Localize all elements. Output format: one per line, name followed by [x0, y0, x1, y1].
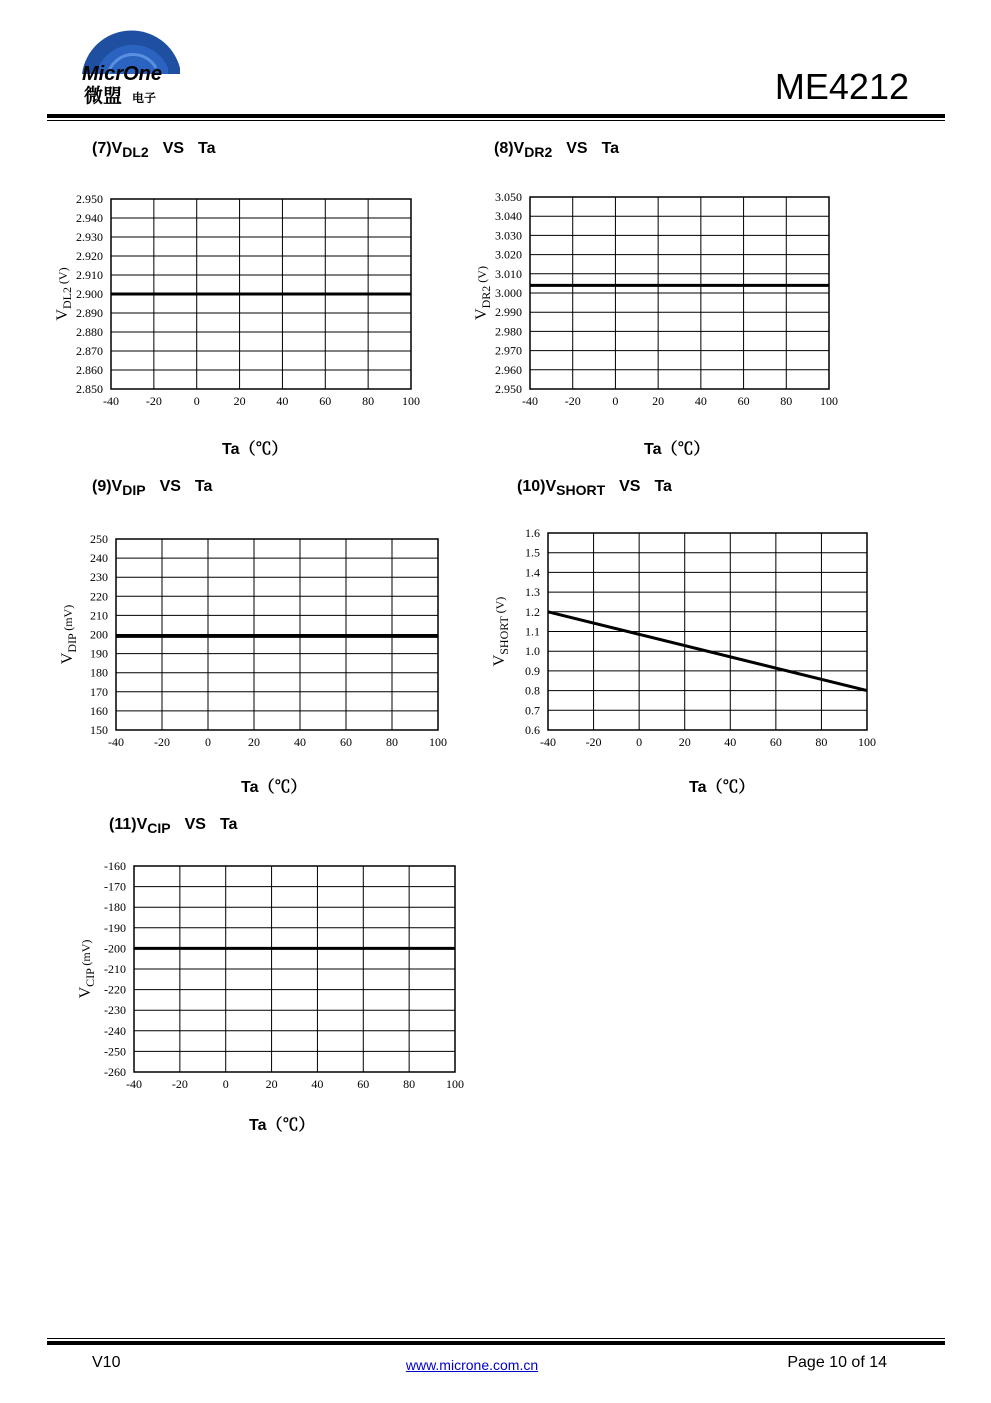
x-tick-label: 0 [636, 735, 643, 749]
vcip-chart [64, 854, 475, 1096]
x-tick-label: -20 [154, 735, 170, 749]
y-tick-label: 250 [90, 532, 108, 546]
x-tick-label: 60 [737, 394, 750, 408]
y-tick-label: -160 [104, 859, 126, 873]
x-tick-label: 0 [612, 394, 619, 408]
y-tick-label: 3.050 [495, 190, 522, 204]
y-tick-label: 150 [90, 723, 108, 737]
y-tick-label: 1.3 [525, 585, 540, 600]
chart-title: $(10)V_{SHORT}$ VS Ta [517, 478, 672, 498]
y-tick-label: -250 [104, 1044, 126, 1059]
x-tick-label: 80 [780, 394, 793, 408]
y-tick-label: -180 [104, 900, 126, 915]
x-tick-label: 60 [357, 1077, 370, 1091]
x-tick-label: 0 [193, 394, 200, 408]
x-tick-label: 40 [294, 735, 306, 749]
x-tick-label: 0 [222, 1077, 229, 1091]
y-tick-label: -170 [104, 879, 126, 894]
y-tick-label: 230 [90, 570, 108, 585]
y-tick-label: 2.870 [76, 344, 103, 358]
logo-sub-cn: 微盟 [84, 85, 123, 107]
y-tick-label: 0.8 [525, 683, 540, 698]
footer-rule [47, 1341, 945, 1345]
y-tick-label: -210 [104, 962, 126, 976]
x-tick-label: 80 [386, 735, 398, 749]
x-tick-label: -40 [540, 735, 556, 749]
y-tick-label: 0.9 [525, 663, 540, 678]
y-tick-label: 160 [90, 703, 108, 718]
x-tick-label: -40 [522, 394, 538, 408]
x-tick-label: -20 [585, 735, 602, 749]
y-tick-label: -230 [104, 1003, 126, 1018]
y-tick-label: 2.950 [495, 382, 522, 396]
y-tick-label: -240 [104, 1023, 126, 1038]
x-tick-label: -20 [145, 394, 162, 408]
page-number: Page 10 of 14 [787, 1354, 887, 1371]
version-label: V10 [92, 1354, 121, 1371]
chart-title: $(7)V_{DL2}$ VS Ta [92, 140, 216, 160]
y-tick-label: 2.900 [76, 287, 103, 301]
x-tick-label: 60 [319, 394, 332, 408]
y-tick-label: 3.000 [495, 286, 522, 300]
y-tick-label: 1.6 [525, 526, 540, 540]
x-tick-label: 60 [340, 735, 352, 749]
x-tick-label: 20 [233, 394, 246, 408]
y-tick-label: 2.890 [76, 306, 103, 320]
chart-title: $(11)V_{CIP}$ VS Ta [109, 816, 238, 836]
logo-sub-small: 电子 [132, 91, 157, 105]
y-tick-label: 2.960 [495, 362, 522, 377]
x-tick-label: -20 [564, 394, 581, 408]
website-link[interactable]: www.microne.com.cn [405, 1357, 539, 1373]
x-tick-label: 60 [769, 735, 782, 749]
x-tick-label: -20 [171, 1077, 188, 1091]
footer-rule-thin [47, 1338, 945, 1339]
x-tick-label: 20 [265, 1077, 278, 1091]
x-tick-label: 20 [678, 735, 691, 749]
y-tick-label: 2.920 [76, 249, 103, 263]
y-tick-label: 1.1 [525, 624, 540, 639]
y-tick-label: 3.030 [495, 228, 522, 243]
y-tick-label: 3.010 [495, 266, 522, 281]
y-tick-label: 2.970 [495, 343, 522, 358]
y-axis-label: VCIP (mV) [77, 939, 97, 999]
y-tick-label: 190 [90, 646, 108, 661]
y-tick-label: 2.940 [76, 211, 103, 225]
x-axis-label: Ta（℃） [241, 779, 307, 796]
x-tick-label: 40 [311, 1077, 324, 1091]
microne-logo [76, 18, 186, 110]
y-tick-label: 0.7 [525, 703, 540, 718]
x-tick-label: 0 [205, 735, 211, 749]
vshort-chart [478, 521, 887, 754]
y-tick-label: 2.860 [76, 363, 103, 377]
y-tick-label: 0.6 [525, 723, 540, 737]
y-tick-label: 2.980 [495, 324, 522, 339]
x-axis-label: Ta（℃） [249, 1117, 315, 1134]
y-tick-label: 2.850 [76, 382, 103, 396]
x-axis-label: Ta（℃） [644, 441, 710, 458]
y-tick-label: 2.950 [76, 192, 103, 206]
y-tick-label: 1.2 [525, 604, 540, 619]
x-tick-label: -40 [103, 394, 119, 408]
x-tick-label: 20 [248, 735, 260, 749]
header-rule-thin [47, 120, 945, 121]
x-tick-label: 100 [429, 735, 447, 749]
x-tick-label: 80 [815, 735, 828, 749]
chart-title: $(8)V_{DR2}$ VS Ta [494, 140, 620, 160]
x-tick-label: 20 [652, 394, 665, 408]
y-tick-label: 210 [90, 608, 108, 623]
y-axis-label: VSHORT (V) [491, 596, 511, 667]
y-tick-label: 180 [90, 665, 108, 680]
y-tick-label: 2.910 [76, 268, 103, 282]
vdip-chart [46, 527, 458, 754]
x-axis-label: Ta（℃） [689, 779, 755, 796]
y-axis-label: VDIP (mV) [59, 604, 79, 665]
y-tick-label: -200 [104, 941, 126, 956]
y-tick-label: 1.0 [525, 644, 540, 659]
x-tick-label: -40 [126, 1077, 142, 1091]
y-axis-label: VDR2 (V) [473, 266, 493, 320]
y-tick-label: 2.990 [495, 305, 522, 320]
y-axis-label: VDL2 (V) [54, 267, 74, 321]
y-tick-label: -260 [104, 1065, 126, 1079]
vdr2-chart [460, 185, 849, 413]
x-axis-label: Ta（℃） [222, 441, 288, 458]
x-tick-label: -40 [108, 735, 124, 749]
y-tick-label: -220 [104, 982, 126, 997]
y-tick-label: 2.880 [76, 325, 103, 339]
x-tick-label: 40 [724, 735, 737, 749]
x-tick-label: 100 [858, 735, 876, 749]
x-tick-label: 100 [446, 1077, 464, 1091]
x-tick-label: 80 [403, 1077, 416, 1091]
y-tick-label: 1.4 [525, 565, 540, 580]
y-tick-label: 240 [90, 551, 108, 566]
chart-title: $(9)V_{DIP}$ VS Ta [92, 478, 213, 498]
header-rule [47, 114, 945, 118]
x-tick-label: 100 [820, 394, 838, 408]
y-tick-label: 170 [90, 684, 108, 699]
y-tick-label: 3.040 [495, 209, 522, 224]
logo-text: MicrOne [82, 63, 163, 85]
vdl2-chart [41, 187, 431, 413]
y-tick-label: 220 [90, 589, 108, 604]
y-tick-label: 2.930 [76, 230, 103, 244]
x-tick-label: 40 [694, 394, 707, 408]
x-tick-label: 40 [276, 394, 289, 408]
y-tick-label: 1.5 [525, 545, 540, 560]
x-tick-label: 80 [362, 394, 375, 408]
x-tick-label: 100 [402, 394, 420, 408]
y-tick-label: 3.020 [495, 247, 522, 262]
part-number: ME4212 [774, 66, 909, 107]
y-tick-label: 200 [90, 627, 108, 642]
y-tick-label: -190 [104, 920, 126, 935]
